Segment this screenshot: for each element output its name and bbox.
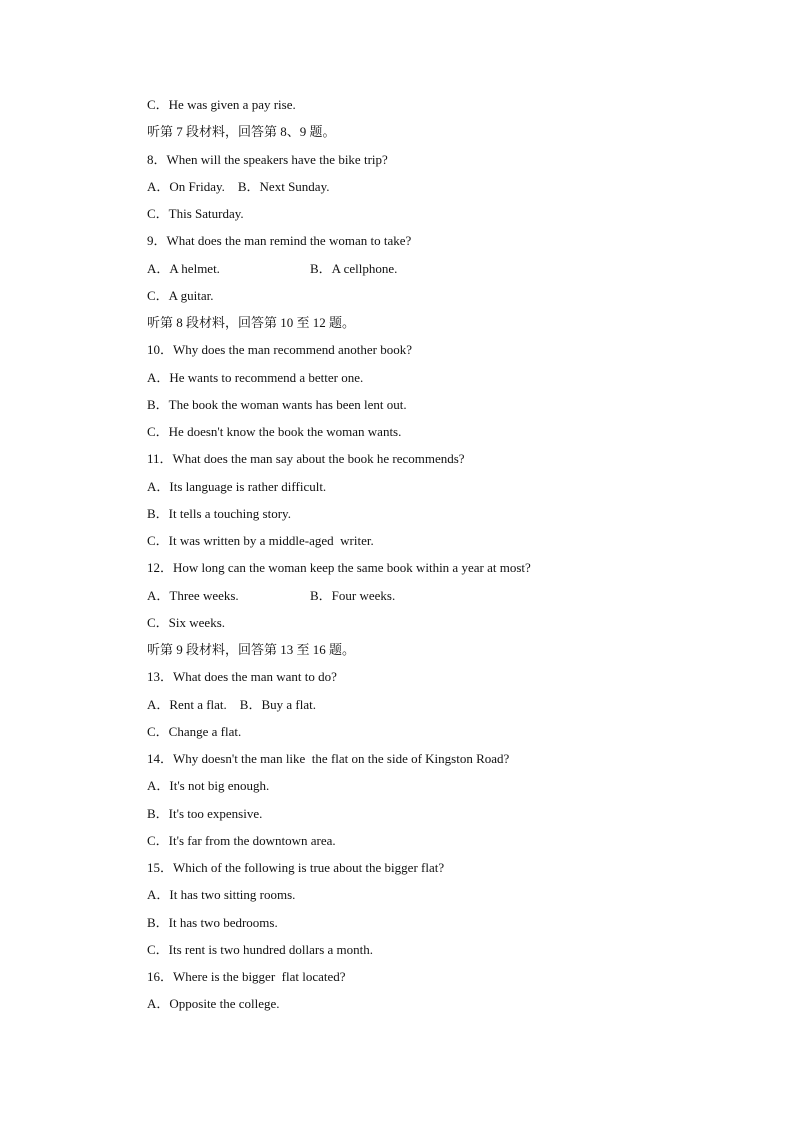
line-text: C．It's far from the downtown area. xyxy=(147,832,336,848)
line-text: 16．Where is the bigger flat located? xyxy=(147,969,346,984)
line-text: 11．What does the man say about the book he recommends? xyxy=(147,451,465,467)
question-text xyxy=(147,859,747,886)
answer-option xyxy=(147,914,747,941)
answer-option xyxy=(147,478,747,505)
line-text: B．It has two bedrooms. xyxy=(147,914,278,930)
answer-option xyxy=(147,423,747,450)
answer-option xyxy=(147,178,747,205)
answer-option xyxy=(147,886,747,913)
line-text: B．The book the woman wants has been lent out. xyxy=(147,396,407,412)
question-text xyxy=(147,341,747,368)
line-text: C．He was given a pay rise. xyxy=(147,97,296,112)
line-text: C．It was written by a middle-aged writer. xyxy=(147,533,374,548)
answer-option-second: B．A cellphone. xyxy=(310,260,398,276)
line-text: 10．Why does the man recommend another book? xyxy=(147,342,412,358)
line-text: C．Change a flat. xyxy=(147,723,242,739)
line-text: A．On Friday. B．Next Sunday. xyxy=(147,178,330,194)
line-text: 听第 8 段材料，回答第 10 至 12 题。 xyxy=(147,315,356,330)
answer-option xyxy=(147,832,747,859)
line-text: A．Its language is rather difficult. xyxy=(147,478,327,494)
answer-option xyxy=(147,260,747,287)
line-text: C．Six weeks. xyxy=(147,614,226,630)
answer-option xyxy=(147,777,747,804)
answer-option xyxy=(147,205,747,232)
answer-option xyxy=(147,532,747,559)
question-text xyxy=(147,750,747,777)
section-heading xyxy=(147,314,747,341)
line-text: A．Three weeks. xyxy=(147,587,239,603)
line-text: B．It tells a touching story. xyxy=(147,505,291,521)
line-text: C．A guitar. xyxy=(147,287,214,303)
line-text: 听第 7 段材料，回答第 8、9 题。 xyxy=(147,124,336,140)
question-text xyxy=(147,232,747,259)
answer-option xyxy=(147,396,747,423)
line-text: C．He doesn't know the book the woman wants. xyxy=(147,424,402,439)
line-text: 14．Why doesn't the man like the flat on the side of Kingston Road? xyxy=(147,751,510,766)
answer-option xyxy=(147,614,747,641)
answer-option xyxy=(147,505,747,532)
line-text: 8．When will the speakers have the bike trip? xyxy=(147,151,388,167)
line-text: 听第 9 段材料，回答第 13 至 16 题。 xyxy=(147,642,356,657)
line-text: C．This Saturday. xyxy=(147,206,244,221)
line-text: B．It's too expensive. xyxy=(147,805,263,821)
answer-option xyxy=(147,723,747,750)
question-text xyxy=(147,668,747,695)
line-text: 13．What does the man want to do? xyxy=(147,669,337,685)
line-text: A．He wants to recommend a better one. xyxy=(147,369,364,385)
document-body xyxy=(147,96,747,1023)
line-text: 15．Which of the following is true about the bigger flat? xyxy=(147,860,445,875)
answer-option xyxy=(147,995,747,1022)
question-text xyxy=(147,559,747,586)
line-text: 9．What does the man remind the woman to take? xyxy=(147,233,412,249)
line-text: A．It's not big enough. xyxy=(147,778,270,794)
question-text xyxy=(147,450,747,477)
line-text: 12．How long can the woman keep the same book within a year at most? xyxy=(147,560,531,576)
line-text: A．It has two sitting rooms. xyxy=(147,887,296,903)
question-text xyxy=(147,151,747,178)
answer-option xyxy=(147,287,747,314)
answer-option-second: B．Four weeks. xyxy=(310,587,396,603)
answer-option xyxy=(147,805,747,832)
line-text: A．Rent a flat. B．Buy a flat. xyxy=(147,696,316,712)
question-text xyxy=(147,968,747,995)
section-heading xyxy=(147,123,747,150)
line-text: A．Opposite the college. xyxy=(147,996,280,1012)
line-text: C．Its rent is two hundred dollars a month. xyxy=(147,941,374,957)
answer-option xyxy=(147,696,747,723)
answer-option xyxy=(147,369,747,396)
line-text: A．A helmet. xyxy=(147,260,220,276)
answer-option xyxy=(147,96,747,123)
answer-option xyxy=(147,941,747,968)
section-heading xyxy=(147,641,747,668)
answer-option xyxy=(147,587,747,614)
